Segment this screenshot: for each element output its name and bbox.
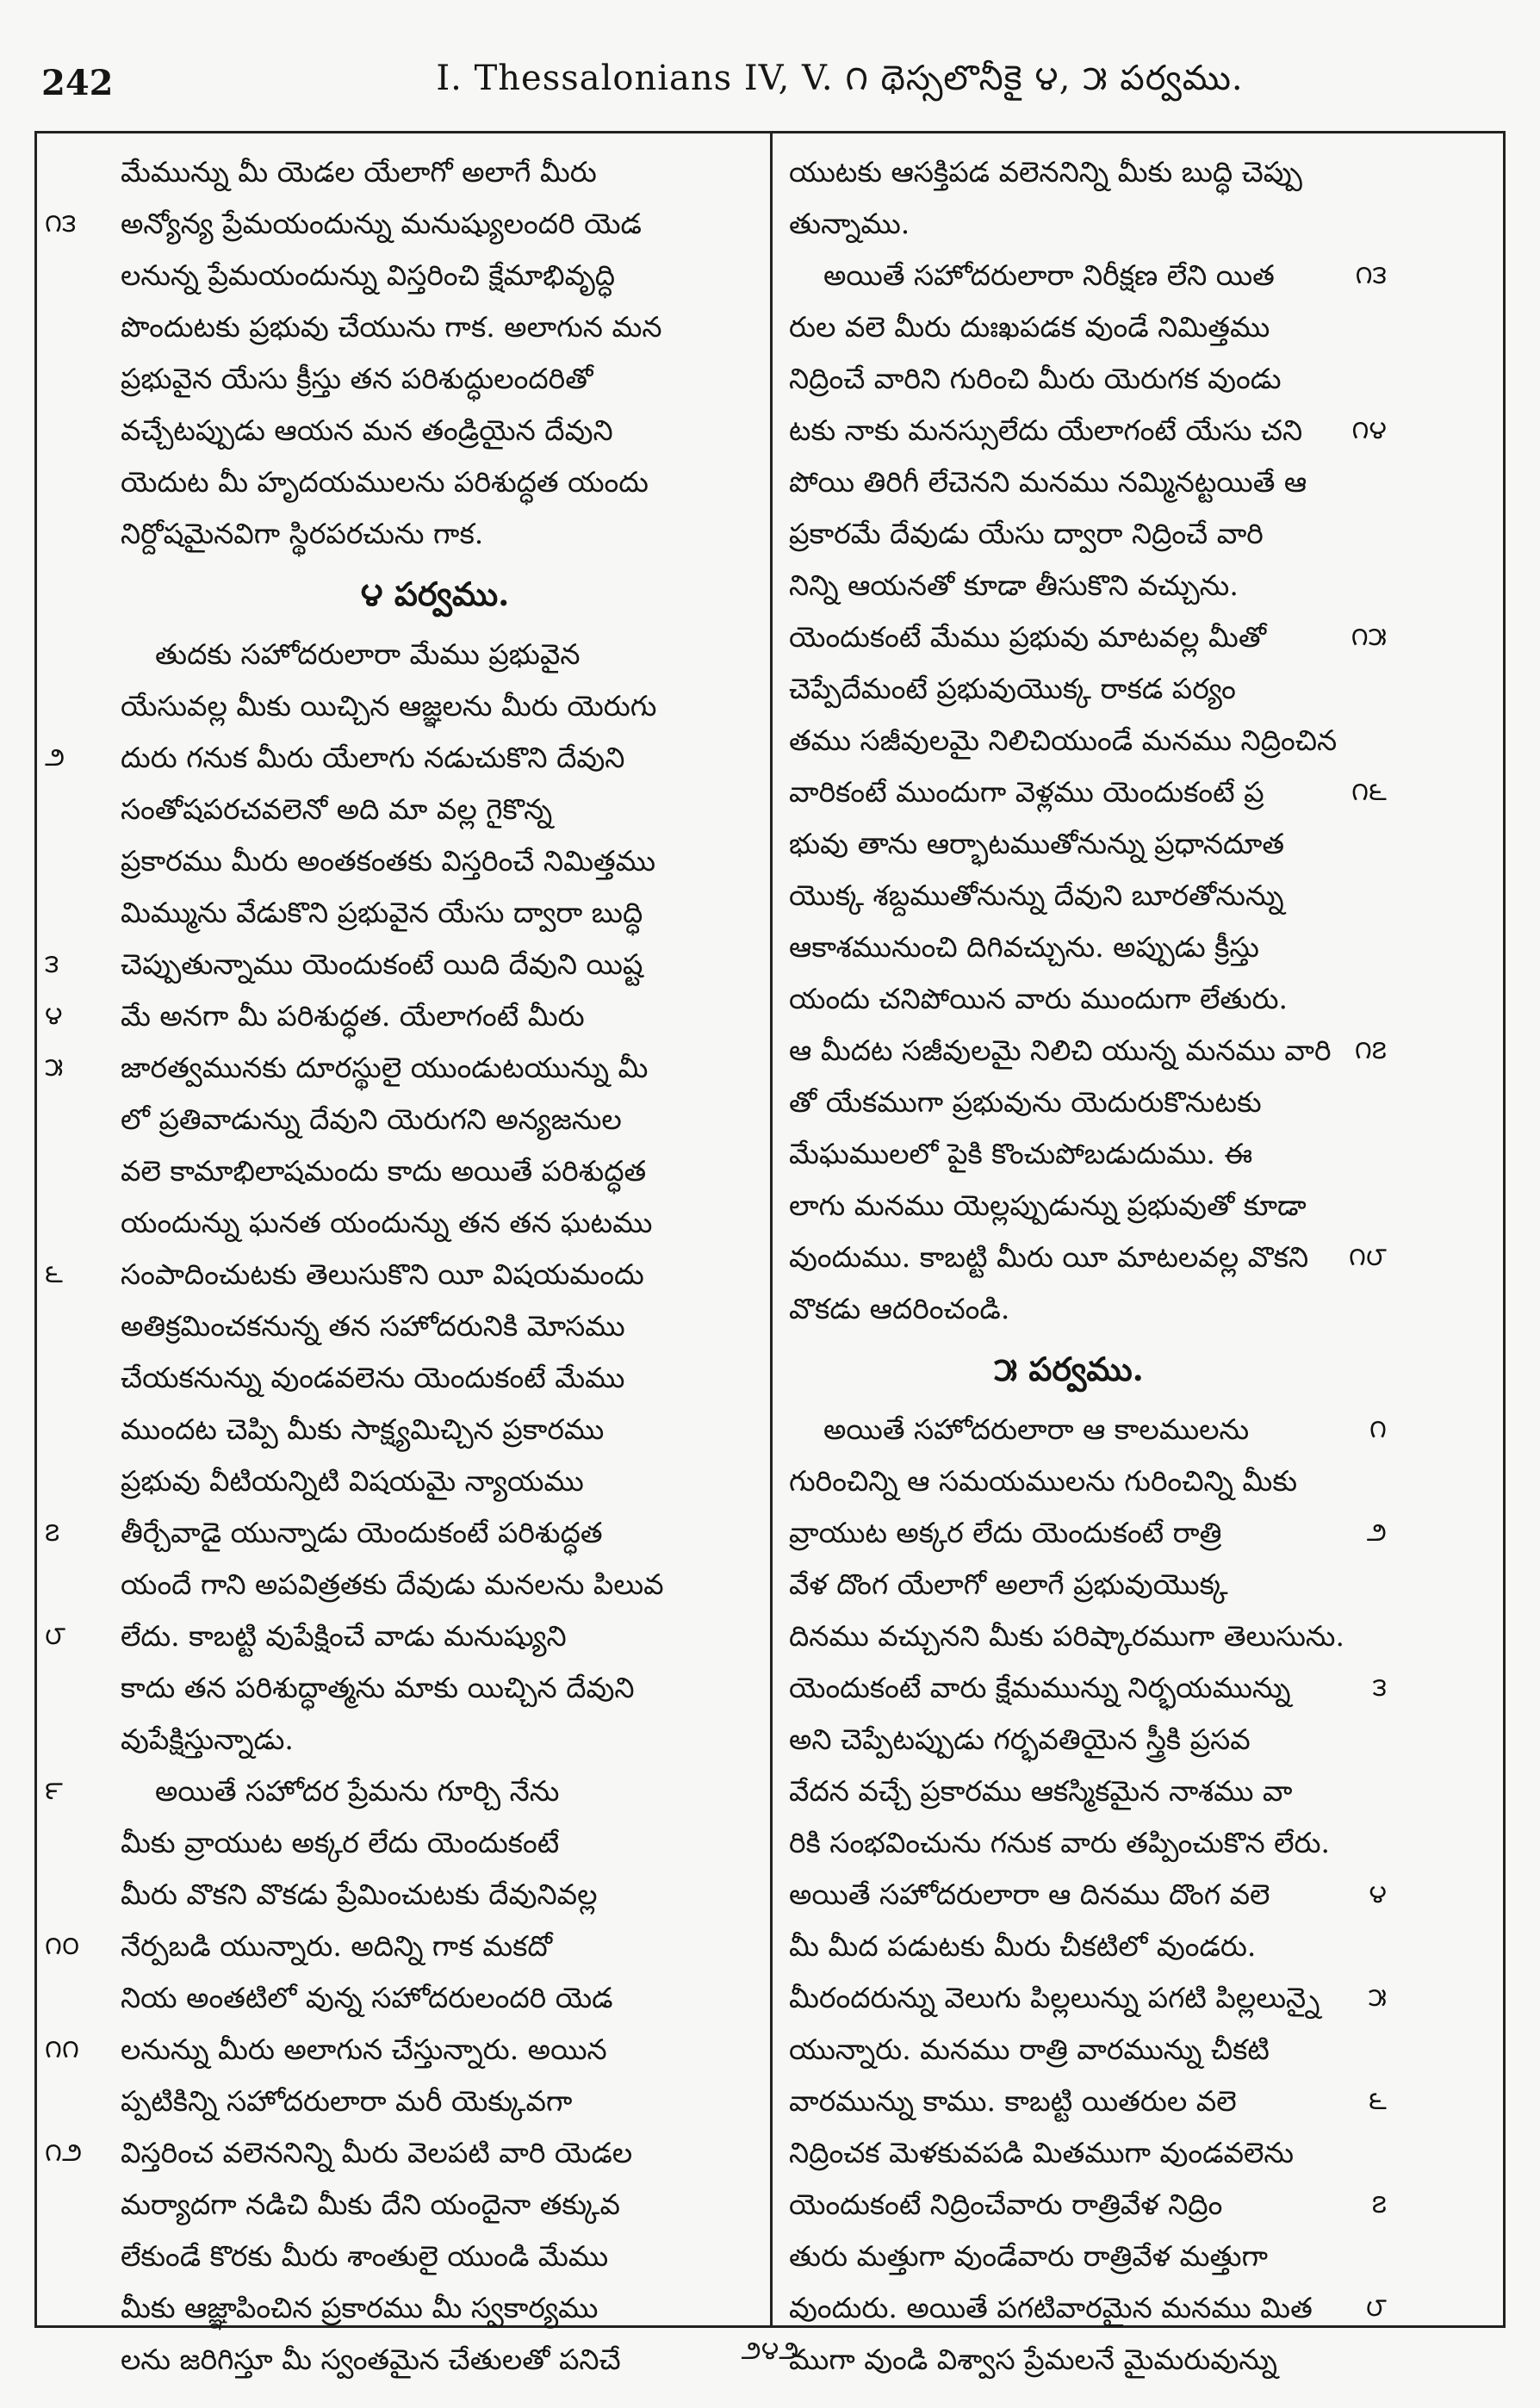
text-line xyxy=(789,663,1349,715)
text-line xyxy=(45,1249,749,1300)
verse-number: ౧౦ xyxy=(45,1931,80,1961)
chapter-heading: ౪ పర్వము. xyxy=(360,574,510,613)
text-line xyxy=(45,1921,749,1972)
verse-number: ౧౧ xyxy=(45,2034,79,2064)
line-text: తము సజీవులమై నిలిచియుండే మనము నిద్రించిన xyxy=(789,723,1338,757)
verse-number: ౬ xyxy=(1369,2086,1387,2116)
line-text: యెదుట మీ హృదయములను పరిశుద్ధత యందు xyxy=(121,465,649,499)
page-header xyxy=(41,41,1506,124)
line-text: మీరందరున్ను వెలుగు పిల్లలున్ను పగటి పిల్లలున్నై xyxy=(789,1981,1320,2014)
line-text: ప్రకారము మీరు అంతకంతకు విస్తరించే నిమిత్తము xyxy=(121,844,656,878)
column-divider xyxy=(770,131,773,2325)
text-line xyxy=(789,1972,1387,2024)
line-text: నిన్ని ఆయనతో కూడా తీసుకొని వచ్చును. xyxy=(789,568,1239,602)
line-text: పోయి తిరిగీ లేచెనని మనము నమ్మినట్టయితే ఆ xyxy=(789,465,1307,499)
line-text: వలె కామాభిలాషమందు కాదు అయితే పరిశుద్ధత xyxy=(121,1154,647,1188)
line-text: ప్రకారమే దేవుడు యేసు ద్వారా నిద్రించే వారి xyxy=(789,517,1264,550)
line-text: వచ్చేటప్పుడు ఆయన మన తండ్రియైన దేవుని xyxy=(121,413,613,447)
text-line xyxy=(121,1869,749,1921)
line-text: అయితే సహోదర ప్రేమను గూర్చి నేను xyxy=(155,1774,560,1808)
line-text: యెందుకంటే మేము ప్రభువు మాటవల్ల మీతో xyxy=(789,620,1267,654)
text-line xyxy=(121,629,749,680)
text-line xyxy=(789,1232,1387,1283)
line-text: మీరు వొకని వొకడు ప్రేమించుటకు దేవునివల్ల xyxy=(121,1877,598,1911)
line-text: అయితే సహోదరులారా ఆ కాలములను xyxy=(823,1412,1250,1446)
verse-number: ౮ xyxy=(45,1621,66,1651)
text-line xyxy=(121,2179,749,2231)
verse-number: ౧౫ xyxy=(1351,622,1387,652)
text-line xyxy=(789,1766,1349,1817)
text-line xyxy=(121,1817,749,1869)
text-line xyxy=(121,1352,749,1404)
line-text: వారమున్ను కాము. కాబట్టి యితరుల వలె xyxy=(789,2084,1237,2118)
verse-number: ౭ xyxy=(1371,2189,1387,2219)
text-line xyxy=(45,198,749,250)
line-text: కాదు తన పరిశుద్ధాత్మను మాకు యిచ్చిన దేవుని xyxy=(121,1671,635,1704)
line-text: సంతోషపరచవలెనో అది మా వల్ల గైకొన్న xyxy=(121,792,553,826)
running-head: I. Thessalonians IV, V. ౧ థెస్సలొనీకై ౪, ౫ పర్వము. xyxy=(436,59,1244,98)
line-text: యేసువల్ల మీకు యిచ్చిన ఆజ్ఞలను మీరు యెరుగు xyxy=(121,689,657,723)
line-text: మే అనగా మీ పరిశుద్ధత. యేలాగంటే మీరు xyxy=(121,999,585,1033)
line-text: ఆకాశమునుంచి దిగివచ్చును. అప్పుడు క్రీస్తు xyxy=(789,930,1259,964)
text-line xyxy=(789,353,1349,405)
text-line xyxy=(121,2231,749,2282)
line-text: సంపాదించుటకు తెలుసుకొని యీ విషయమందు xyxy=(121,1257,644,1291)
text-line xyxy=(121,456,749,508)
line-text: ఆ మీదట సజీవులమై నిలిచి యున్న మనము వారి xyxy=(789,1033,1332,1067)
line-text: తున్నాము. xyxy=(789,207,910,240)
text-line xyxy=(121,2076,749,2127)
line-text: పొందుటకు ప్రభువు చేయును గాక. అలాగున మన xyxy=(121,310,662,344)
right-rule xyxy=(1503,131,1506,2325)
line-text: తో యేకముగా ప్రభువును యెదురుకొనుటకు xyxy=(789,1085,1262,1119)
text-line xyxy=(789,2179,1387,2231)
text-line xyxy=(45,1507,749,1559)
text-line xyxy=(45,990,749,1042)
line-text: దురు గనుక మీరు యేలాగు నడుచుకొని దేవుని xyxy=(121,741,625,774)
line-text: యెందుకంటే నిద్రించేవారు రాత్రివేళ నిద్రిం xyxy=(789,2188,1223,2221)
line-text: విస్తరించ వలెననిన్ని మీరు వెలపటి వారి యెడల xyxy=(121,2136,633,2169)
text-line xyxy=(789,198,1349,250)
line-text: జారత్వమునకు దూరస్థులై యుండుటయున్ను మీ xyxy=(121,1051,649,1084)
line-text: యందున్ను ఘనత యందున్ను తన తన ఘటము xyxy=(121,1206,653,1239)
text-line xyxy=(789,1180,1349,1232)
verse-number: ౧౩ xyxy=(1355,260,1387,290)
text-line xyxy=(121,405,749,456)
text-line xyxy=(121,1714,749,1766)
text-line xyxy=(789,611,1387,663)
line-text: యున్నారు. మనము రాత్రి వారమున్ను చీకటి xyxy=(789,2033,1270,2066)
line-text: వేదన వచ్చే ప్రకారము ఆకస్మికమైన నాశము వా xyxy=(789,1774,1293,1808)
text-line xyxy=(789,2231,1349,2282)
text-line xyxy=(789,1507,1387,1559)
text-line xyxy=(789,1025,1387,1077)
text-line xyxy=(45,2127,749,2179)
verse-number: ౧ xyxy=(1369,1414,1387,1444)
line-text: యొక్క శబ్దముతోనున్ను దేవుని బూరతోనున్ను xyxy=(789,878,1284,912)
text-line xyxy=(789,1662,1387,1714)
line-text: యుటకు ఆసక్తిపడ వలెననిన్ని మీకు బుద్ధి చెప్పు xyxy=(789,155,1302,189)
text-line xyxy=(121,1404,749,1455)
verse-number: ౩ xyxy=(1372,1673,1387,1703)
text-line xyxy=(45,1766,749,1817)
verse-number: ౪ xyxy=(1369,1879,1387,1909)
text-line xyxy=(121,508,749,560)
line-text: వుందుము. కాబట్టి మీరు యీ మాటలవల్ల వొకని xyxy=(789,1240,1309,1274)
text-line xyxy=(121,1094,749,1145)
line-text: తీర్చేవాడై యున్నాడు యెందుకంటే పరిశుద్ధత xyxy=(121,1516,603,1549)
line-text: మేమున్ను మీ యెడల యేలాగో అలాగే మీరు xyxy=(121,155,597,189)
text-line xyxy=(789,2282,1387,2334)
text-line xyxy=(45,732,749,784)
text-line xyxy=(121,301,749,353)
line-text: ప్రభువైన యేసు క్రీస్తు తన పరిశుద్ధులందరితో xyxy=(121,362,593,395)
verse-number: ౮ xyxy=(1365,2293,1387,2323)
line-text: గురించిన్ని ఆ సమయములను గురించిన్ని మీకు xyxy=(789,1464,1297,1498)
text-line xyxy=(789,973,1349,1025)
line-text: లో ప్రతివాడున్ను దేవుని యెరుగని అన్యజనుల xyxy=(121,1102,622,1136)
text-line xyxy=(789,560,1349,611)
line-text: దినము వచ్చునని మీకు పరిష్కారముగా తెలుసును. xyxy=(789,1619,1344,1653)
line-text: వ్రాయుట అక్కర లేదు యెందుకంటే రాత్రి xyxy=(789,1516,1222,1549)
line-text: వుందురు. అయితే పగటివారమైన మనము మిత xyxy=(789,2291,1313,2324)
verse-number: ౩ xyxy=(45,949,59,979)
text-line xyxy=(789,1817,1349,1869)
left-column xyxy=(45,146,749,2376)
line-text: యందు చనిపోయిన వారు ముందుగా లేతురు. xyxy=(789,982,1288,1015)
verse-number: ౧౭ xyxy=(1354,1035,1387,1065)
line-text: అతిక్రమించకనున్న తన సహోదరునికి మోసము xyxy=(121,1309,625,1343)
line-text: లేదు. కాబట్టి వుపేక్షించే వాడు మనుష్యుని xyxy=(121,1619,567,1653)
line-text: నిద్రించే వారిని గురించి మీరు యెరుగక వుండు xyxy=(789,362,1282,395)
line-text: నిద్రించక మెళకువపడి మితముగా వుండవలెను xyxy=(789,2136,1295,2169)
verse-number: ౨ xyxy=(45,742,65,773)
line-text: అయితే సహోదరులారా నిరీక్షణ లేని యిత xyxy=(823,258,1275,292)
text-line xyxy=(789,2024,1349,2076)
left-rule xyxy=(34,131,37,2325)
text-line xyxy=(789,1921,1349,1972)
text-line xyxy=(121,1972,749,2024)
chapter-heading: ౫ పర్వము. xyxy=(994,1350,1144,1388)
line-text: లనున్ను మీరు అలాగున చేస్తున్నారు. అయిన xyxy=(121,2033,607,2066)
line-text: అన్యోన్య ప్రేమయందున్ను మనుష్యులందరి యెడ xyxy=(121,207,642,240)
text-line xyxy=(789,715,1349,766)
verse-number: ౨ xyxy=(1366,1517,1387,1548)
line-text: మీ మీద పడుటకు మీరు చీకటిలో వుండరు. xyxy=(789,1929,1257,1963)
verse-number: ౭ xyxy=(45,1517,60,1548)
text-line xyxy=(121,2282,749,2334)
line-text: మీకు వ్రాయుట అక్కర లేదు యెందుకంటే xyxy=(121,1826,560,1859)
text-line xyxy=(789,766,1387,818)
verse-number: ౧౨ xyxy=(45,2138,83,2168)
line-text: వారికంటే ముందుగా వెళ్లము యెందుకంటే ప్ర xyxy=(789,775,1264,809)
line-text: యెందుకంటే వారు క్షేమమున్ను నిర్భయమున్ను xyxy=(789,1671,1291,1704)
verse-number: ౪ xyxy=(45,1001,63,1031)
line-text: నేర్పబడి యున్నారు. అదిన్ని గాక మకదో xyxy=(121,1929,553,1963)
line-text: చేయకనున్ను వుండవలెను యెందుకంటే మేము xyxy=(121,1361,625,1394)
text-line xyxy=(121,146,749,198)
text-line xyxy=(121,887,749,939)
text-line xyxy=(789,1714,1349,1766)
text-line xyxy=(121,1197,749,1249)
verse-number: ౬ xyxy=(45,1259,63,1289)
line-text: లను జరిగిస్తూ మీ స్వంతమైన చేతులతో పనిచే xyxy=(121,2343,621,2376)
text-line xyxy=(789,2076,1387,2127)
page-number: 242 xyxy=(41,62,114,103)
printer-signature: ౨౪౨ xyxy=(741,2336,799,2366)
line-text: తురు మత్తుగా వుండేవారు రాత్రివేళ మత్తుగా xyxy=(789,2239,1268,2273)
text-line xyxy=(121,835,749,887)
text-line xyxy=(45,1042,749,1094)
line-text: వేళ దొంగ యేలాగో అలాగే ప్రభువుయొక్క xyxy=(789,1567,1228,1601)
verse-number: ౧౪ xyxy=(1351,415,1387,445)
text-line xyxy=(789,250,1387,301)
verse-number: ౧౮ xyxy=(1348,1242,1387,1272)
verse-number: ౧౩ xyxy=(45,208,77,239)
line-text: యందే గాని అపవిత్రతకు దేవుడు మనలను పిలువ xyxy=(121,1567,664,1601)
verse-number: ౯ xyxy=(45,1776,63,1806)
line-text: చెప్పుతున్నాము యెందుకంటే యిది దేవుని యిష్ట xyxy=(121,947,643,981)
line-text: ముందట చెప్పి మీకు సాక్ష్యమిచ్చిన ప్రకారము xyxy=(121,1412,605,1446)
text-line xyxy=(789,146,1349,198)
text-line xyxy=(45,1611,749,1662)
text-line xyxy=(789,456,1349,508)
text-line xyxy=(789,922,1349,973)
text-line xyxy=(789,405,1387,456)
line-text: రుల వలె మీరు దుఃఖపడక వుండే నిమిత్తము xyxy=(789,310,1270,344)
line-text: ప్పటికిన్ని సహోదరులారా మరీ యెక్కువగా xyxy=(121,2084,573,2118)
verse-number: ౫ xyxy=(45,1052,64,1083)
line-text: మీకు ఆజ్ఞాపించిన ప్రకారము మీ స్వకార్యము xyxy=(121,2291,599,2324)
text-line xyxy=(789,2127,1349,2179)
line-text: మిమ్మును వేడుకొని ప్రభువైన యేసు ద్వారా బుద్ధి xyxy=(121,896,643,929)
line-text: ముగా వుండి విశ్వాస ప్రేమలనే మైమరువున్ను xyxy=(789,2343,1277,2376)
text-line xyxy=(789,818,1349,870)
line-text: చెప్పేదేమంటే ప్రభువుయొక్క రాకడ పర్యం xyxy=(789,672,1236,705)
text-line xyxy=(121,784,749,835)
text-line xyxy=(789,508,1349,560)
text-line xyxy=(121,250,749,301)
text-line xyxy=(789,301,1349,353)
text-line xyxy=(121,1559,749,1611)
text-line xyxy=(789,1869,1387,1921)
text-line xyxy=(121,1145,749,1197)
right-column xyxy=(789,146,1387,2376)
line-text: రికి సంభవించును గనుక వారు తప్పించుకొన లేరు. xyxy=(789,1826,1330,1859)
text-line xyxy=(789,870,1349,922)
verse-number: ౧౬ xyxy=(1351,777,1387,807)
text-line xyxy=(789,1128,1349,1180)
text-line xyxy=(121,1455,749,1507)
line-text: లనున్న ప్రేమయందున్ను విస్తరించి క్షేమాభివృద్ధి xyxy=(121,258,616,292)
text-line xyxy=(789,1077,1349,1128)
line-text: మేఘములలో పైకి కొంచుపోబడుదుము. ఈ xyxy=(789,1137,1253,1170)
line-text: అని చెప్పేటప్పుడు గర్భవతియైన స్త్రీకి ప్రసవ xyxy=(789,1722,1251,1756)
text-line xyxy=(789,1611,1349,1662)
text-line xyxy=(121,353,749,405)
text-line xyxy=(789,1404,1387,1455)
line-text: లాగు మనము యెల్లప్పుడున్ను ప్రభువుతో కూడా xyxy=(789,1188,1307,1222)
text-line xyxy=(789,1283,1349,1335)
line-text: లేకుండే కొరకు మీరు శాంతులై యుండి మేము xyxy=(121,2239,609,2273)
line-text: నియ అంతటిలో వున్న సహోదరులందరి యెడ xyxy=(121,1981,613,2014)
text-line xyxy=(789,1559,1349,1611)
line-text: నిర్దోషమైనవిగా స్థిరపరచును గాక. xyxy=(121,517,484,550)
line-text: ప్రభువు వీటియన్నిటి విషయమై న్యాయము xyxy=(121,1464,584,1498)
line-text: వొకడు ఆదరించండి. xyxy=(789,1292,1010,1325)
text-line xyxy=(121,680,749,732)
line-text: అయితే సహోదరులారా ఆ దినము దొంగ వలె xyxy=(789,1877,1270,1911)
text-line xyxy=(121,1300,749,1352)
verse-number: ౫ xyxy=(1368,1983,1387,2013)
text-line xyxy=(121,1662,749,1714)
line-text: తుదకు సహోదరులారా మేము ప్రభువైన xyxy=(155,637,581,671)
text-line xyxy=(45,2024,749,2076)
line-text: మర్యాదగా నడిచి మీకు దేని యందైనా తక్కువ xyxy=(121,2188,620,2221)
line-text: భువు తాను ఆర్భాటముతోనున్ను ప్రధానదూత xyxy=(789,827,1285,860)
line-text: వుపేక్షిస్తున్నాడు. xyxy=(121,1722,294,1756)
line-text: టకు నాకు మనస్సులేదు యేలాగంటే యేసు చని xyxy=(789,413,1303,447)
text-line xyxy=(45,939,749,990)
text-line xyxy=(789,1455,1349,1507)
